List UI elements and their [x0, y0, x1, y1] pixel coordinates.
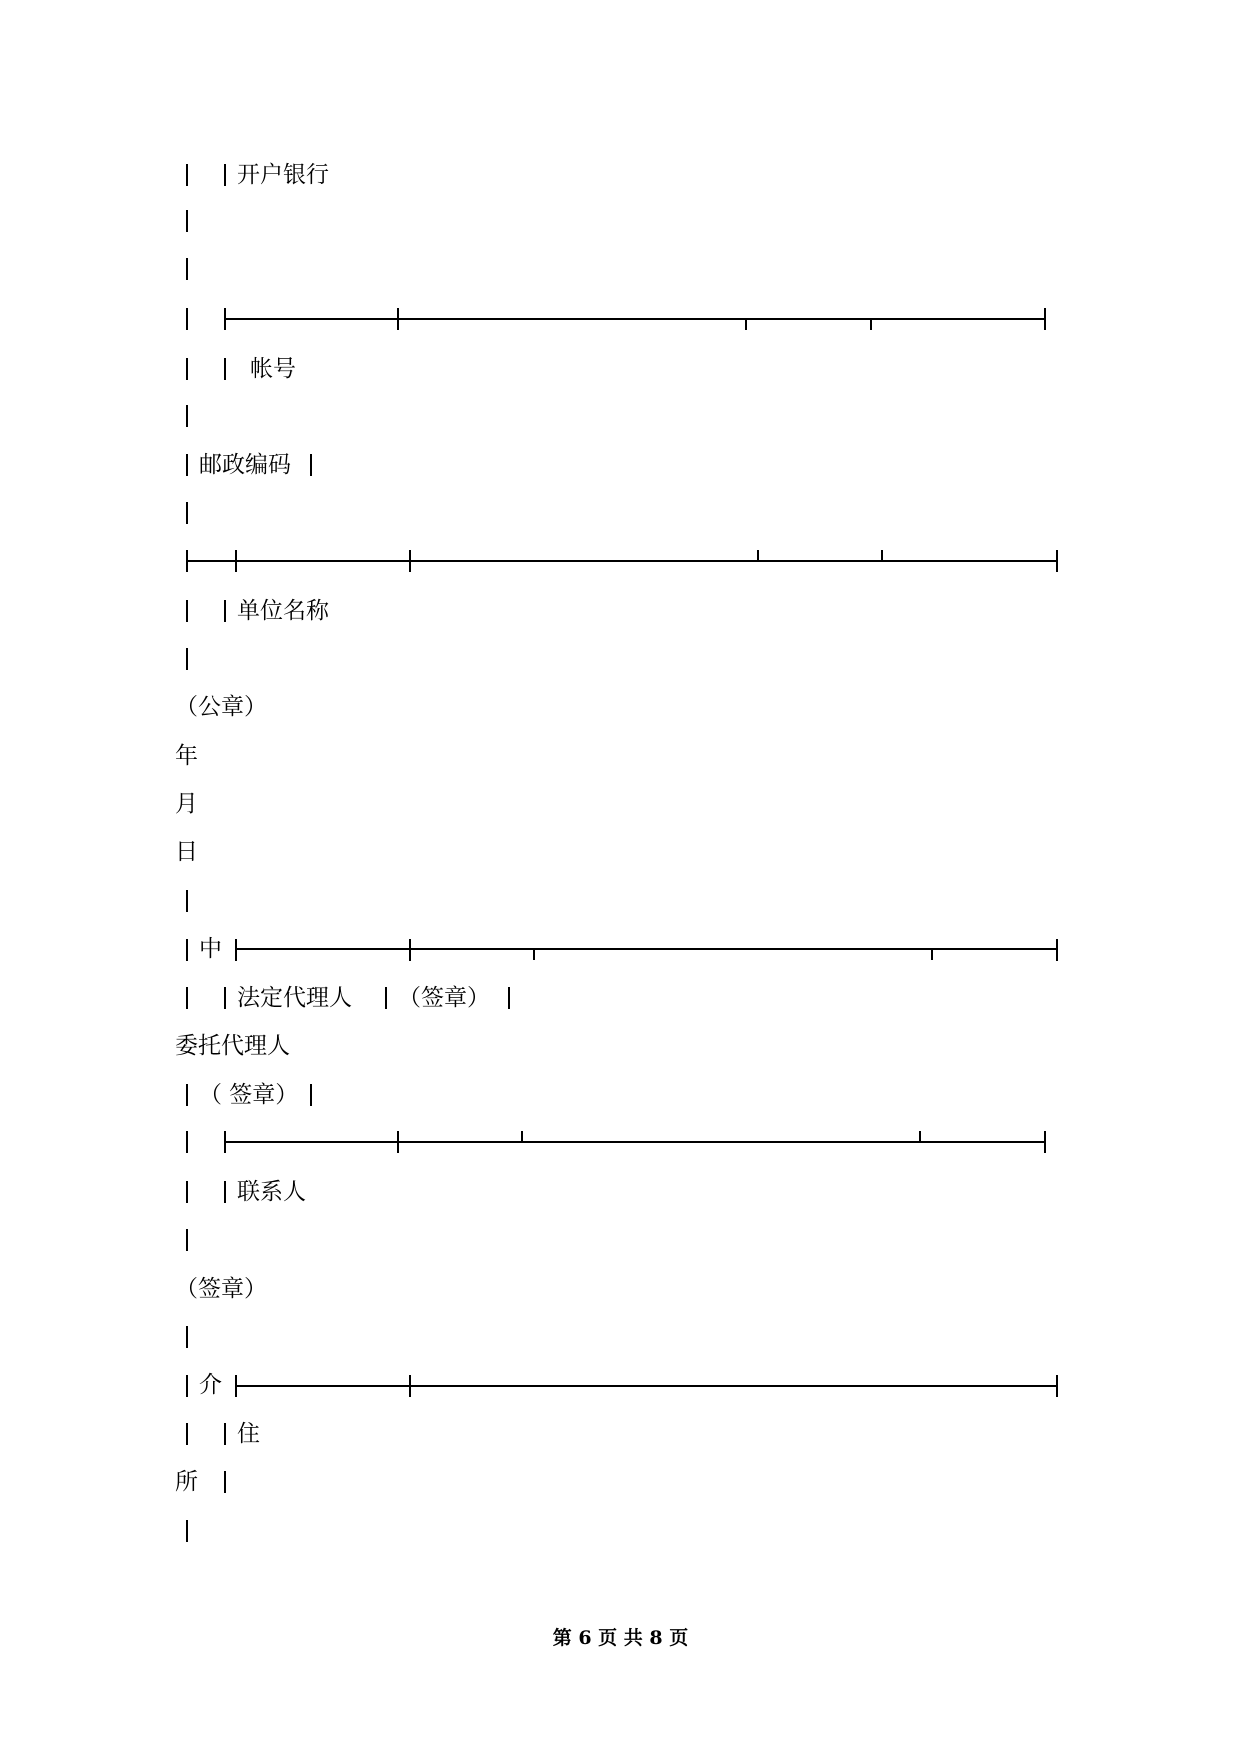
rule-tick — [1044, 308, 1046, 330]
table-border — [224, 987, 226, 1009]
table-border — [186, 164, 188, 186]
intro-char: 介 — [199, 1372, 222, 1398]
table-border — [186, 648, 188, 670]
address-char-2: 所 — [175, 1469, 198, 1495]
table-border — [385, 987, 387, 1009]
table-border — [186, 600, 188, 622]
date-month: 月 — [175, 791, 198, 817]
table-border — [186, 939, 188, 961]
page-number: 第 6 页 共 8 页 — [552, 1627, 689, 1649]
table-border — [186, 308, 188, 330]
date-day: 日 — [175, 839, 198, 865]
rule-tick — [1056, 550, 1058, 572]
table-border — [186, 502, 188, 524]
rule-tick — [533, 948, 535, 960]
unit-name-label: 单位名称 — [237, 598, 329, 624]
legal-rep-label: 法定代理人 — [237, 985, 352, 1011]
rule-tick — [224, 1131, 226, 1153]
table-rule — [235, 1385, 1058, 1387]
date-year: 年 — [175, 743, 198, 769]
legal-rep-sign: （签章） — [398, 985, 490, 1011]
table-border — [508, 987, 510, 1009]
contact-label: 联系人 — [237, 1179, 306, 1205]
rule-tick — [235, 939, 237, 961]
address-char-1: 住 — [237, 1421, 260, 1447]
table-rule — [224, 1141, 1046, 1143]
rule-tick — [870, 318, 872, 330]
middle-char: 中 — [199, 936, 222, 962]
table-border — [310, 1084, 312, 1106]
rule-tick — [186, 550, 188, 572]
table-rule — [186, 560, 1058, 562]
table-border — [186, 258, 188, 280]
table-border — [186, 987, 188, 1009]
rule-tick — [235, 550, 237, 572]
rule-tick — [757, 550, 759, 562]
table-border — [186, 1520, 188, 1542]
table-border — [224, 1471, 226, 1493]
table-border — [186, 1131, 188, 1153]
rule-tick — [409, 550, 411, 572]
seal-note: （公章） — [175, 694, 267, 720]
rule-tick — [409, 939, 411, 961]
rule-tick — [521, 1131, 523, 1143]
rule-tick — [224, 308, 226, 330]
table-border — [186, 1084, 188, 1106]
table-border — [186, 210, 188, 232]
table-border — [224, 1181, 226, 1203]
entrusted-agent-label: 委托代理人 — [175, 1033, 290, 1059]
table-border — [224, 600, 226, 622]
table-border — [310, 454, 312, 476]
table-border — [186, 405, 188, 427]
contact-sign: （签章） — [175, 1276, 267, 1302]
rule-tick — [397, 1131, 399, 1153]
table-border — [224, 358, 226, 380]
rule-tick — [1056, 939, 1058, 961]
rule-tick — [397, 308, 399, 330]
table-border — [186, 1181, 188, 1203]
postal-code-label: 邮政编码 — [199, 452, 291, 478]
table-border — [186, 890, 188, 912]
table-border — [186, 1229, 188, 1251]
table-border — [224, 164, 226, 186]
rule-tick — [235, 1375, 237, 1397]
bank-label: 开户银行 — [237, 162, 329, 188]
table-border — [186, 1375, 188, 1397]
rule-tick — [881, 550, 883, 562]
account-label: 帐号 — [250, 356, 296, 382]
table-border — [186, 1326, 188, 1348]
rule-tick — [409, 1375, 411, 1397]
table-border — [186, 454, 188, 476]
rule-tick — [1044, 1131, 1046, 1153]
rule-tick — [919, 1131, 921, 1143]
table-rule — [224, 318, 1046, 320]
rule-tick — [1056, 1375, 1058, 1397]
table-border — [186, 358, 188, 380]
table-border — [224, 1423, 226, 1445]
rule-tick — [745, 318, 747, 330]
entrusted-agent-sign: （ 签章） — [199, 1082, 299, 1108]
rule-tick — [931, 948, 933, 960]
table-rule — [235, 948, 1058, 950]
table-border — [186, 1423, 188, 1445]
